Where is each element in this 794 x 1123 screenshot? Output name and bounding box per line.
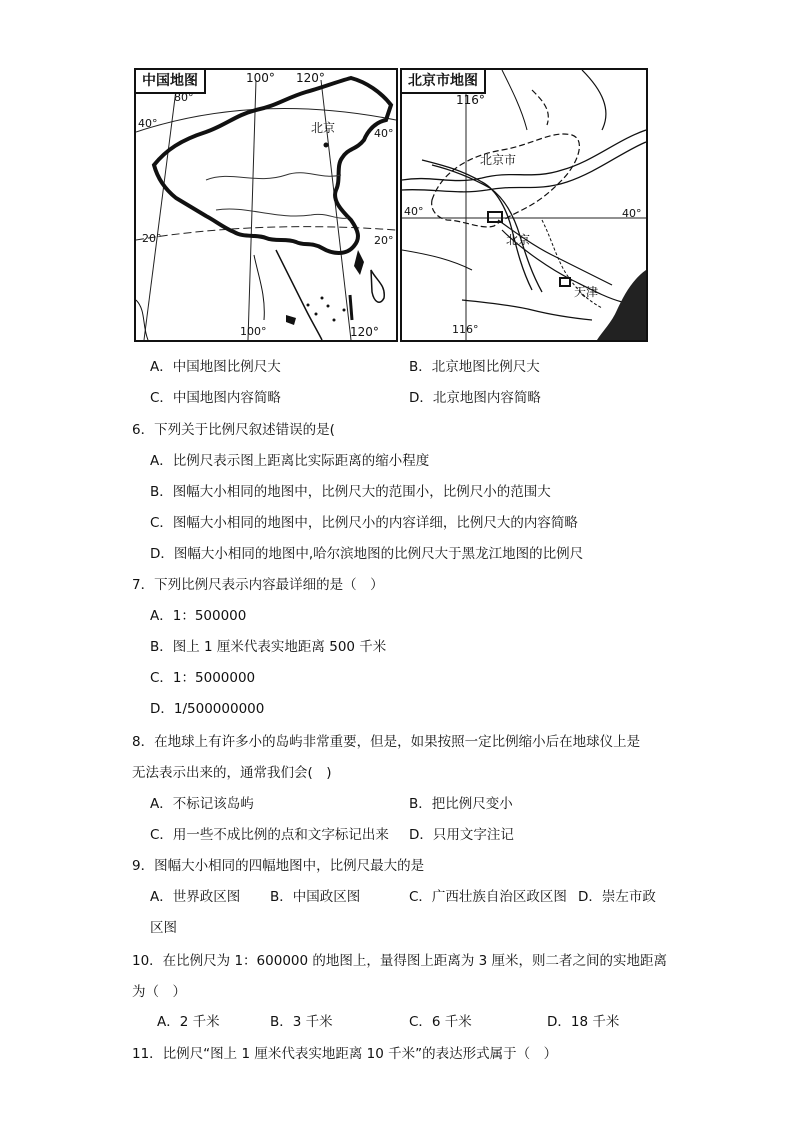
q6-option-c: C．图幅大小相同的地图中，比例尺小的内容详细，比例尺大的内容简略 — [150, 515, 578, 531]
q5-option-a: A．中国地图比例尺大 — [150, 359, 281, 375]
beijing-map-title: 北京市地图 — [402, 70, 486, 94]
q11-stem: 11．比例尺“图上 1 厘米代表实地距离 10 千米”的表达形式属于（ ） — [132, 1046, 558, 1062]
q10-option-c: C．6 千米 — [409, 1014, 472, 1030]
q10-stem-line2: 为（ ） — [132, 984, 186, 1000]
q6-stem: 6．下列关于比例尺叙述错误的是( — [132, 422, 335, 438]
china-map-drawing — [136, 70, 396, 340]
beijing-lat40-left-label: 40° — [404, 205, 424, 218]
china-map-title: 中国地图 — [136, 70, 206, 94]
q7-option-a: A．1：500000 — [150, 608, 247, 624]
china-lon120-top-label: 120° — [296, 71, 325, 85]
china-lat20-right-label: 20° — [374, 234, 394, 247]
q5-option-b: B．北京地图比例尺大 — [409, 359, 540, 375]
beijing-city-label: 北京市 — [480, 153, 517, 167]
q9-option-a: A．世界政区图 — [150, 889, 241, 905]
beijing-lon116-top-label: 116° — [456, 93, 485, 107]
china-lat40-right-label: 40° — [374, 127, 394, 140]
q7-option-b: B．图上 1 厘米代表实地距离 500 千米 — [150, 639, 387, 655]
q8-stem-line2: 无法表示出来的，通常我们会( ) — [132, 765, 332, 781]
q9-option-b: B．中国政区图 — [270, 889, 361, 905]
q8-option-d: D．只用文字注记 — [409, 827, 514, 843]
q6-option-a: A．比例尺表示图上距离比实际距离的缩小程度 — [150, 453, 430, 469]
q6-option-d: D．图幅大小相同的地图中,哈尔滨地图的比例尺大于黑龙江地图的比例尺 — [150, 546, 584, 562]
q5-option-d: D．北京地图内容简略 — [409, 390, 541, 406]
q6-option-b: B．图幅大小相同的地图中，比例尺大的范围小，比例尺小的范围大 — [150, 484, 551, 500]
china-map — [134, 68, 398, 342]
beijing-map — [400, 68, 648, 342]
china-beijing-label: 北京 — [311, 121, 336, 135]
q9-option-d-line2: 区图 — [150, 920, 177, 936]
q7-option-c: C．1：5000000 — [150, 670, 256, 686]
maps-figure — [134, 68, 648, 342]
beijing-lat40-right-label: 40° — [622, 207, 642, 220]
china-lon100-label: 100° — [246, 71, 275, 85]
q8-option-a: A．不标记该岛屿 — [150, 796, 254, 812]
q9-option-c: C．广西壮族自治区政区图 — [409, 889, 567, 905]
q9-stem: 9．图幅大小相同的四幅地图中，比例尺最大的是 — [132, 858, 425, 874]
q10-option-b: B．3 千米 — [270, 1014, 333, 1030]
beijing-lon116-bottom-label: 116° — [452, 323, 479, 336]
china-lat40-left-label: 40° — [138, 117, 158, 130]
q7-option-d: D．1/500000000 — [150, 701, 265, 717]
beijing-map-drawing — [402, 70, 646, 340]
china-lon120-bottom-label: 120° — [350, 325, 379, 339]
q10-option-a: A．2 千米 — [157, 1014, 220, 1030]
q5-option-c: C．中国地图内容简略 — [150, 390, 281, 406]
q10-option-d: D．18 千米 — [547, 1014, 620, 1030]
q8-option-b: B．把比例尺变小 — [409, 796, 513, 812]
q10-stem-line1: 10．在比例尺为 1：600000 的地图上，量得图上距离为 3 厘米，则二者之间的实地距离 — [132, 953, 668, 969]
q8-stem-line1: 8．在地球上有许多小的岛屿非常重要，但是，如果按照一定比例缩小后在地球仪上是 — [132, 734, 641, 750]
china-lon80-label: 80° — [174, 91, 194, 104]
q9-option-d-line1: D．崇左市政 — [578, 889, 656, 905]
beijing-tianjin-label: 天津 — [574, 285, 599, 299]
china-lon100-bottom-label: 100° — [240, 325, 267, 338]
china-lat20-left-label: 20° — [142, 232, 162, 245]
q8-option-c: C．用一些不成比例的点和文字标记出来 — [150, 827, 389, 843]
q7-stem: 7．下列比例尺表示内容最详细的是（ ） — [132, 577, 384, 593]
beijing-beijing-label: 北京 — [506, 233, 531, 247]
